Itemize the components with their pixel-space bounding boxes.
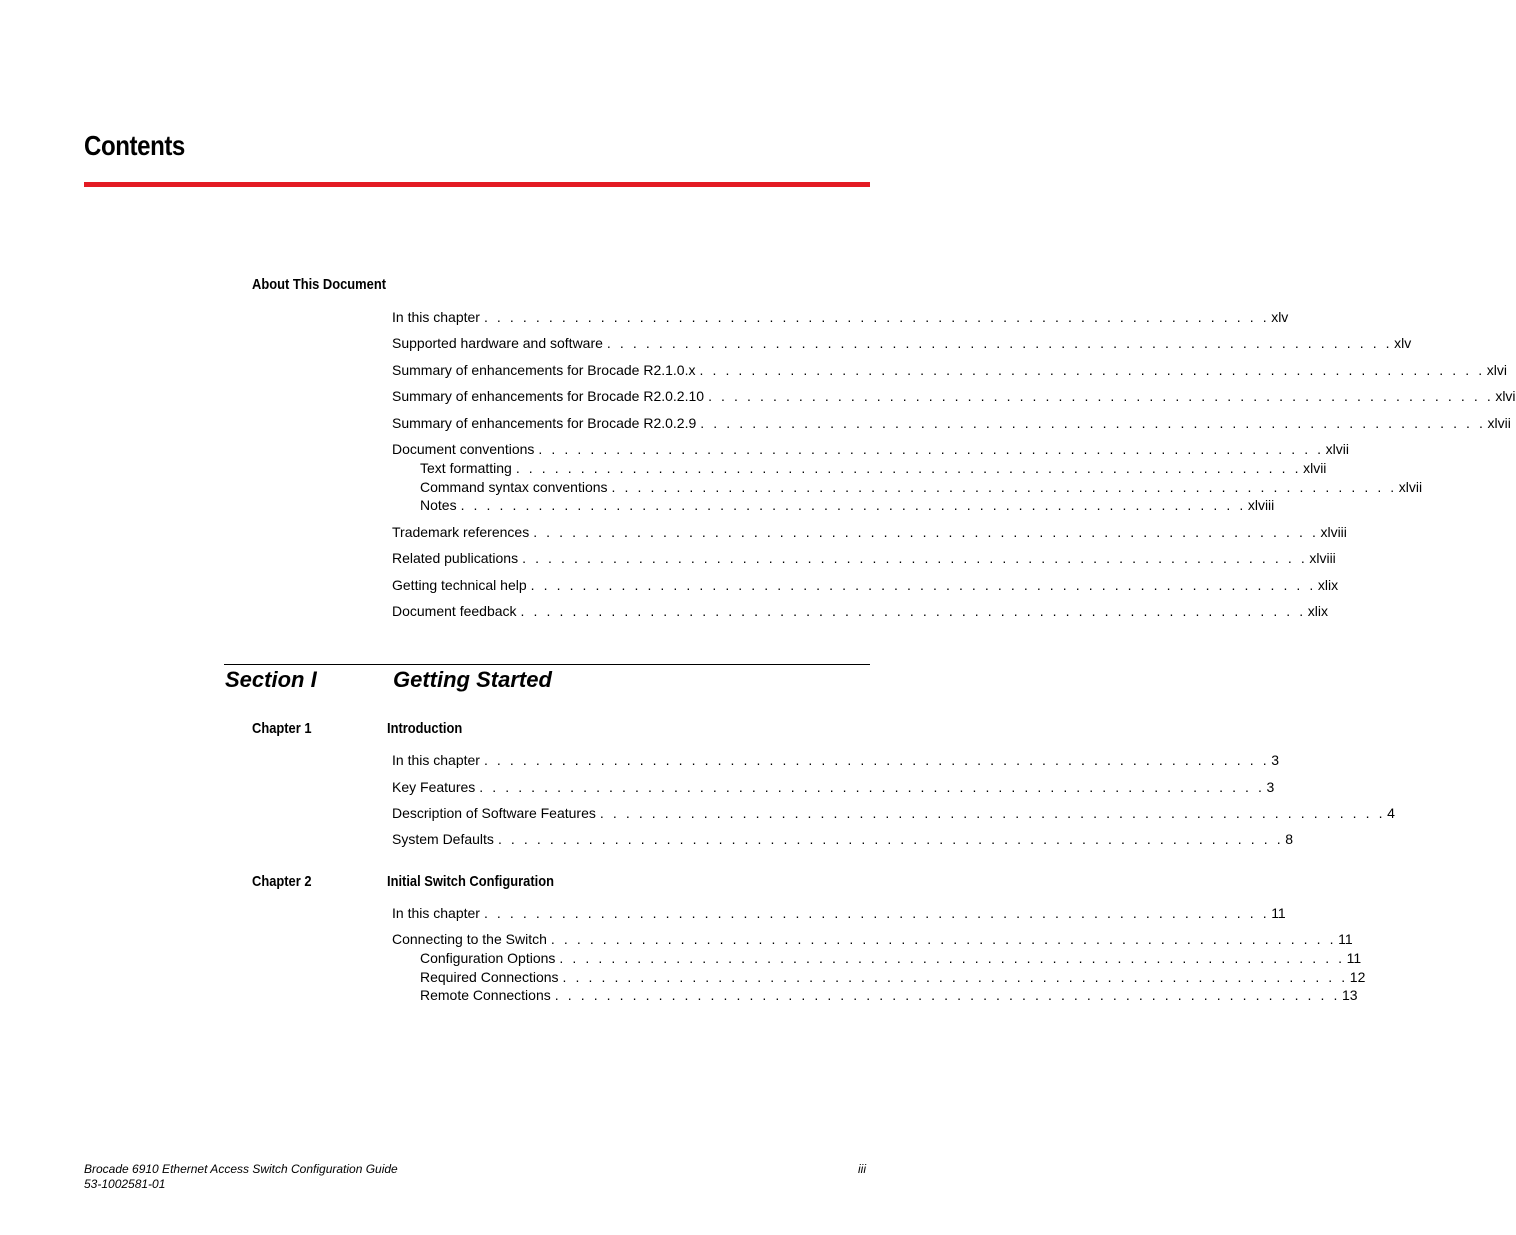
toc-subentry[interactable] [420,969,1366,985]
toc-entry-title: Summary of enhancements for Brocade R2.1.0.x [392,362,699,378]
toc-entry-title: Notes [420,497,461,513]
toc-entry-title: Document conventions [392,441,538,457]
toc-entry-title: Supported hardware and software [392,335,607,351]
toc-entry-title: Required Connections [420,969,563,985]
page-title: Contents [84,130,185,161]
toc-entry-page: 3 [1271,752,1279,768]
toc-subentry[interactable] [420,460,1327,476]
toc-leader: . . . . . . . . . . . . . . . . . . . . . . . . . . . . . . . . . . . . . . . . . . . . . . . . . . . . . . . . . . . . . [559,950,1345,966]
toc-entry-page: 11 [1271,905,1286,921]
toc-entry[interactable] [392,831,1293,847]
toc-entry[interactable] [392,335,1412,351]
toc-entry-page: xlviii [1309,550,1336,566]
toc-entry-title: Document feedback [392,603,521,619]
toc-leader: . . . . . . . . . . . . . . . . . . . . . . . . . . . . . . . . . . . . . . . . . . . . . . . . . . . . . . . . . . . . . [538,441,1324,457]
toc-entry-title: Summary of enhancements for Brocade R2.0.2.9 [392,415,700,431]
toc-leader: . . . . . . . . . . . . . . . . . . . . . . . . . . . . . . . . . . . . . . . . . . . . . . . . . . . . . . . . . . . . . [611,479,1397,495]
toc-leader: . . . . . . . . . . . . . . . . . . . . . . . . . . . . . . . . . . . . . . . . . . . . . . . . . . . . . . . . . . . . . [483,309,1270,325]
chapter-label: Chapter 2 [252,873,312,890]
toc-leader: . . . . . . . . . . . . . . . . . . . . . . . . . . . . . . . . . . . . . . . . . . . . . . . . . . . . . . . . . . . . . [483,752,1270,768]
toc-subentry[interactable] [420,950,1362,966]
toc-leader: . . . . . . . . . . . . . . . . . . . . . . . . . . . . . . . . . . . . . . . . . . . . . . . . . . . . . . . . . . . . . [522,550,1308,566]
toc-leader: . . . . . . . . . . . . . . . . . . . . . . . . . . . . . . . . . . . . . . . . . . . . . . . . . . . . . . . . . . . . . [708,388,1494,404]
toc-entry-title: Connecting to the Switch [392,931,551,947]
toc-entry-title: Description of Software Features [392,805,600,821]
toc-entry[interactable] [392,550,1336,566]
toc-entry-page: xlv [1271,309,1289,325]
toc-entry-page: 3 [1266,779,1275,795]
toc-entry[interactable] [392,524,1347,540]
toc-entry-title: In this chapter [392,309,484,325]
toc-leader: . . . . . . . . . . . . . . . . . . . . . . . . . . . . . . . . . . . . . . . . . . . . . . . . . . . . . . . . . . . . . [699,362,1485,378]
toc-leader: . . . . . . . . . . . . . . . . . . . . . . . . . . . . . . . . . . . . . . . . . . . . . . . . . . . . . . . . . . . . . [562,969,1348,985]
toc-entry-title: In this chapter [392,752,484,768]
toc-entry-title: Getting technical help [392,577,531,593]
toc-entry-page: xlvii [1398,479,1423,495]
toc-leader: . . . . . . . . . . . . . . . . . . . . . . . . . . . . . . . . . . . . . . . . . . . . . . . . . . . . . . . . . . . . . [550,931,1337,947]
toc-entry[interactable] [392,577,1339,593]
toc-leader: . . . . . . . . . . . . . . . . . . . . . . . . . . . . . . . . . . . . . . . . . . . . . . . . . . . . . . . . . . . . . [479,779,1265,795]
toc-leader: . . . . . . . . . . . . . . . . . . . . . . . . . . . . . . . . . . . . . . . . . . . . . . . . . . . . . . . . . . . . . [554,987,1340,1003]
toc-entry[interactable] [392,309,1289,325]
toc-subentry[interactable] [420,497,1275,513]
toc-leader: . . . . . . . . . . . . . . . . . . . . . . . . . . . . . . . . . . . . . . . . . . . . . . . . . . . . . . . . . . . . . [497,831,1284,847]
toc-leader: . . . . . . . . . . . . . . . . . . . . . . . . . . . . . . . . . . . . . . . . . . . . . . . . . . . . . . . . . . . . . [483,905,1270,921]
toc-entry-title: In this chapter [392,905,484,921]
toc-entry-page: 12 [1349,969,1366,985]
toc-subentry[interactable] [420,987,1358,1003]
toc-entry[interactable] [392,931,1353,947]
toc-entry[interactable] [392,415,1511,431]
toc-entry-page: xlvi [1495,388,1516,404]
toc-leader: . . . . . . . . . . . . . . . . . . . . . . . . . . . . . . . . . . . . . . . . . . . . . . . . . . . . . . . . . . . . . [515,460,1302,476]
toc-entry-page: xlix [1317,577,1339,593]
toc-entry-page: xlvii [1325,441,1350,457]
toc-entry-page: xlviii [1320,524,1347,540]
toc-entry-title: Remote Connections [420,987,555,1003]
toc-entry-title: System Defaults [392,831,498,847]
toc-entry[interactable] [392,779,1275,795]
footer-doc-number: 53-1002581-01 [84,1177,166,1191]
toc-entry-page: xlv [1394,335,1412,351]
chapter-title[interactable]: Introduction [387,720,463,737]
toc-entry-page: 4 [1387,805,1395,821]
section-rule [224,664,870,665]
toc-entry[interactable] [392,752,1279,768]
toc-entry-title: Command syntax conventions [420,479,612,495]
toc-entry-page: xlix [1307,603,1329,619]
chapter-title[interactable]: Initial Switch Configuration [387,873,554,890]
toc-entry-page: 13 [1342,987,1358,1003]
toc-entry-title: Summary of enhancements for Brocade R2.0.2.10 [392,388,708,404]
toc-entry-title: Configuration Options [420,950,559,966]
section-number: Section I [225,667,317,692]
toc-entry-page: 8 [1285,831,1293,847]
toc-leader: . . . . . . . . . . . . . . . . . . . . . . . . . . . . . . . . . . . . . . . . . . . . . . . . . . . . . . . . . . . . . [460,497,1246,513]
toc-leader: . . . . . . . . . . . . . . . . . . . . . . . . . . . . . . . . . . . . . . . . . . . . . . . . . . . . . . . . . . . . . [533,524,1319,540]
footer-doc-title: Brocade 6910 Ethernet Access Switch Configuration Guide [84,1162,398,1176]
toc-entry-title: Related publications [392,550,522,566]
toc-leader: . . . . . . . . . . . . . . . . . . . . . . . . . . . . . . . . . . . . . . . . . . . . . . . . . . . . . . . . . . . . . [606,335,1393,351]
toc-leader: . . . . . . . . . . . . . . . . . . . . . . . . . . . . . . . . . . . . . . . . . . . . . . . . . . . . . . . . . . . . . [530,577,1316,593]
footer-page-number: iii [858,1162,866,1176]
toc-entry-page: xlviii [1247,497,1275,513]
toc-entry[interactable] [392,805,1395,821]
toc-entry-title: Trademark references [392,524,533,540]
chapter-label: Chapter 1 [252,720,312,737]
toc-entry-page: xlvii [1303,460,1327,476]
toc-entry[interactable] [392,905,1286,921]
section-title[interactable]: Getting Started [393,667,552,692]
toc-entry[interactable] [392,603,1329,619]
toc-leader: . . . . . . . . . . . . . . . . . . . . . . . . . . . . . . . . . . . . . . . . . . . . . . . . . . . . . . . . . . . . . [599,805,1386,821]
toc-entry-title: Text formatting [420,460,516,476]
toc-entry-page: xlvii [1487,415,1511,431]
title-rule [84,182,870,187]
toc-subentry[interactable] [420,479,1423,495]
toc-entry-page: xlvi [1486,362,1507,378]
toc-entry[interactable] [392,441,1350,457]
toc-entry-page: 11 [1338,931,1353,947]
toc-entry[interactable] [392,388,1516,404]
toc-leader: . . . . . . . . . . . . . . . . . . . . . . . . . . . . . . . . . . . . . . . . . . . . . . . . . . . . . . . . . . . . . [520,603,1306,619]
toc-entry[interactable] [392,362,1507,378]
toc-entry-page: 11 [1346,950,1362,966]
toc-entry-title: Key Features [392,779,479,795]
about-heading: About This Document [252,276,387,293]
toc-leader: . . . . . . . . . . . . . . . . . . . . . . . . . . . . . . . . . . . . . . . . . . . . . . . . . . . . . . . . . . . . . [700,415,1486,431]
